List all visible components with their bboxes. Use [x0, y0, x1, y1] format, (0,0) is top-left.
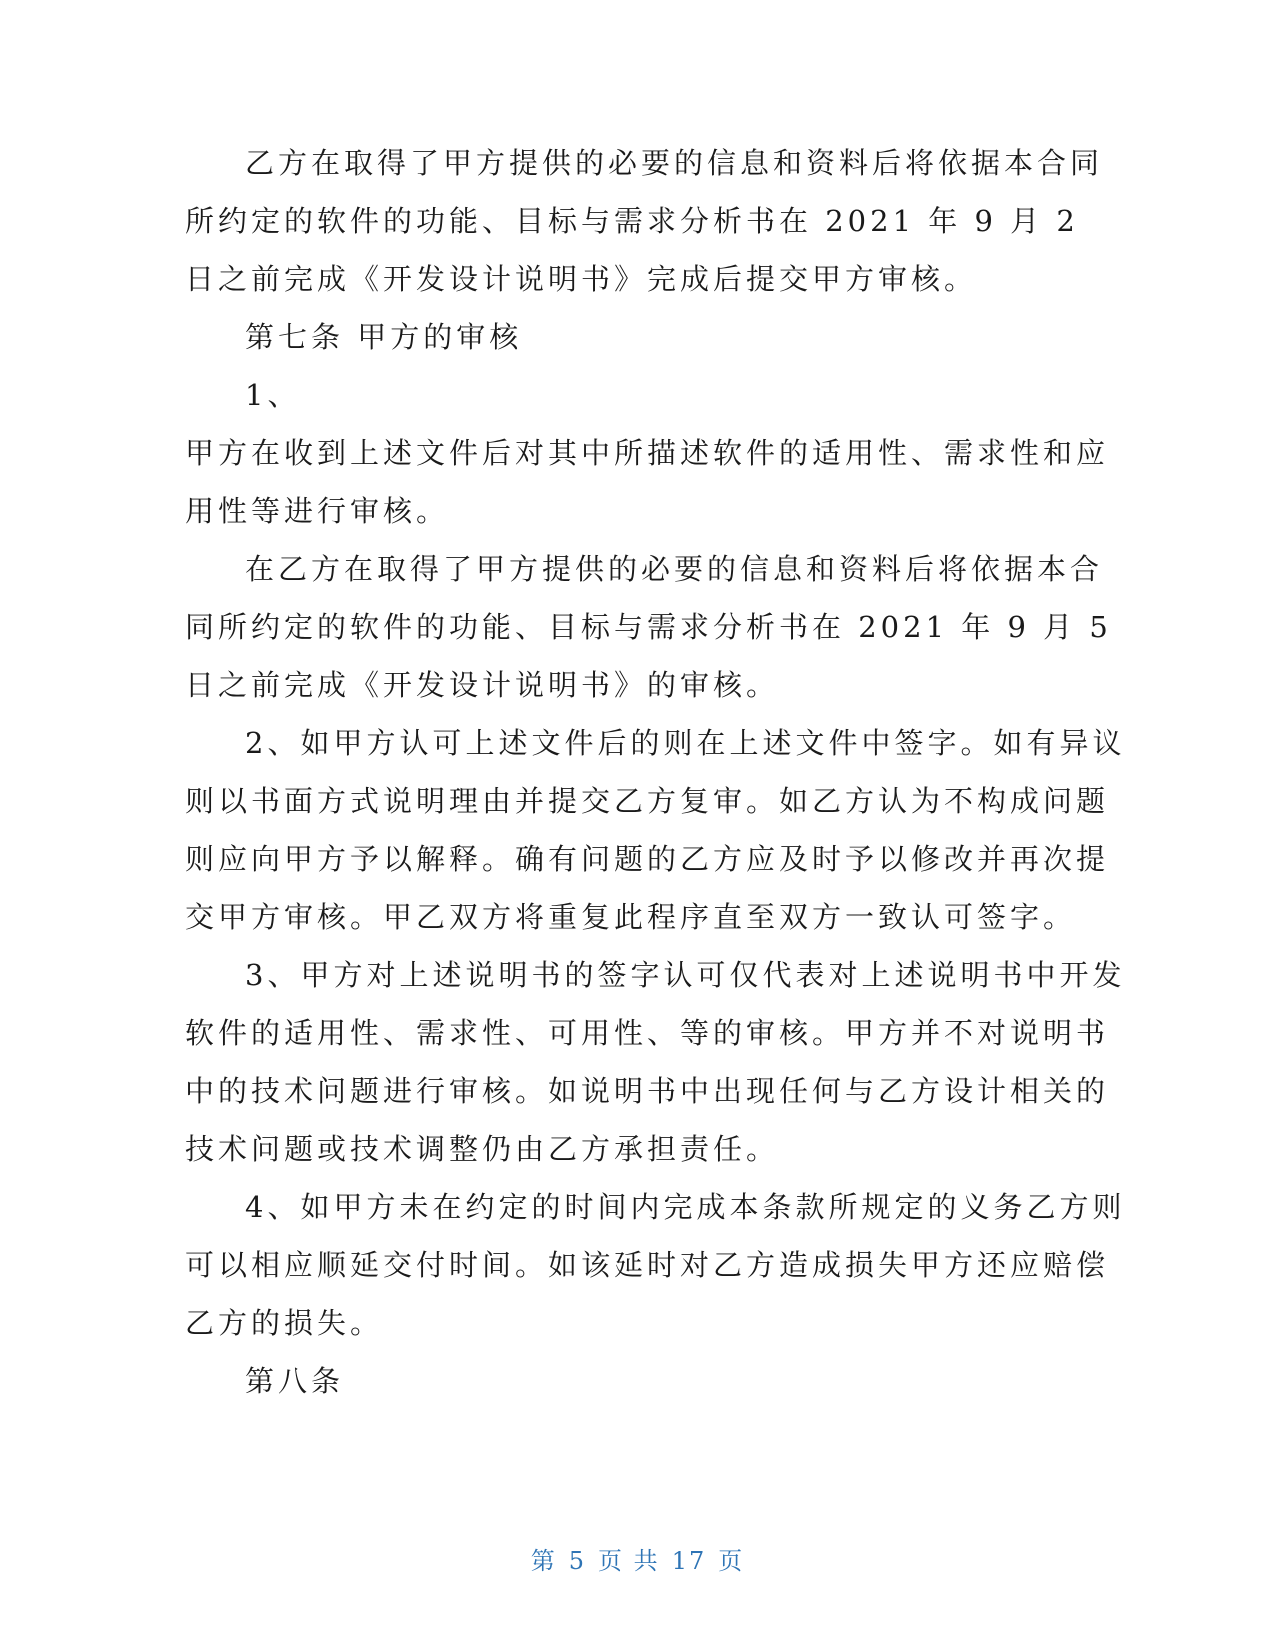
paragraph-line: 则应向甲方予以解释。确有问题的乙方应及时予以修改并再次提 — [185, 842, 1110, 876]
footer-prefix: 第 — [530, 1547, 557, 1575]
paragraph-line: 所约定的软件的功能、目标与需求分析书在 2021 年 9 月 2 — [185, 204, 1079, 238]
paragraph-line: 可以相应顺延交付时间。如该延时对乙方造成损失甲方还应赔偿 — [185, 1248, 1110, 1282]
total-pages-number: 17 — [671, 1547, 707, 1575]
current-page-number: 5 — [568, 1547, 587, 1575]
list-number: 1、 — [245, 378, 301, 412]
footer-suffix: 页 — [718, 1547, 745, 1575]
paragraph-line: 3、甲方对上述说明书的签字认可仅代表对上述说明书中开发 — [245, 958, 1126, 992]
paragraph-line: 用性等进行审核。 — [185, 494, 450, 528]
section-heading: 第八条 — [245, 1364, 345, 1398]
paragraph-line: 日之前完成《开发设计说明书》的审核。 — [185, 668, 780, 702]
paragraph-line: 交甲方审核。甲乙双方将重复此程序直至双方一致认可签字。 — [185, 900, 1077, 934]
paragraph-line: 软件的适用性、需求性、可用性、等的审核。甲方并不对说明书 — [185, 1016, 1110, 1050]
paragraph-line: 日之前完成《开发设计说明书》完成后提交甲方审核。 — [185, 262, 978, 296]
section-heading: 第七条 甲方的审核 — [245, 320, 523, 354]
paragraph-line: 在乙方在取得了甲方提供的必要的信息和资料后将依据本合 — [245, 552, 1104, 586]
footer-mid: 页 共 — [598, 1547, 660, 1575]
paragraph-line: 则以书面方式说明理由并提交乙方复审。如乙方认为不构成问题 — [185, 784, 1110, 818]
paragraph-line: 同所约定的软件的功能、目标与需求分析书在 2021 年 9 月 5 — [185, 610, 1112, 644]
paragraph-line: 乙方在取得了甲方提供的必要的信息和资料后将依据本合同 — [245, 146, 1104, 180]
page-footer — [0, 1541, 1275, 1576]
paragraph-line: 技术问题或技术调整仍由乙方承担责任。 — [185, 1132, 780, 1166]
paragraph-line: 2、如甲方认可上述文件后的则在上述文件中签字。如有异议 — [245, 726, 1126, 760]
paragraph-line: 中的技术问题进行审核。如说明书中出现任何与乙方设计相关的 — [185, 1074, 1110, 1108]
paragraph-line: 乙方的损失。 — [185, 1306, 384, 1340]
paragraph-line: 4、如甲方未在约定的时间内完成本条款所规定的义务乙方则 — [245, 1190, 1126, 1224]
paragraph-line: 甲方在收到上述文件后对其中所描述软件的适用性、需求性和应 — [185, 436, 1110, 470]
